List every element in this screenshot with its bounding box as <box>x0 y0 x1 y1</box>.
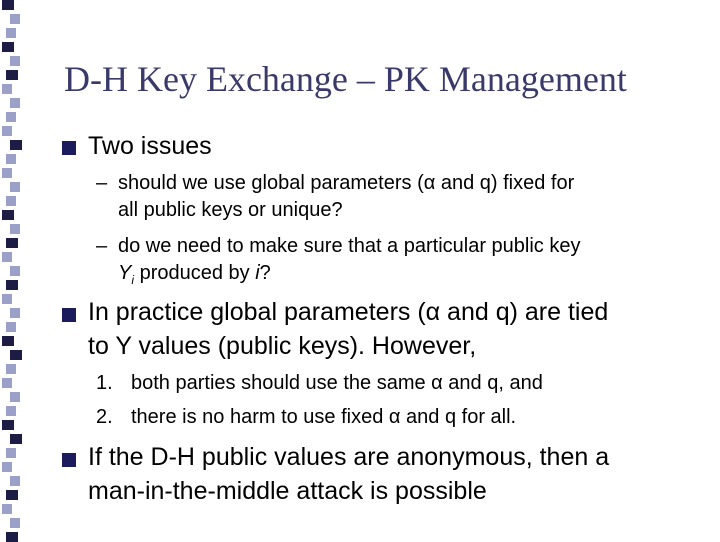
sub-bullet-1-line-2: all public keys or unique? <box>118 199 343 221</box>
numbered-item-1: both parties should use the same α and q, and <box>131 372 543 394</box>
dash-marker: – <box>96 235 108 257</box>
decorative-block <box>2 168 12 178</box>
decorative-block <box>2 84 12 94</box>
decorative-block <box>10 98 20 108</box>
decorative-block <box>6 322 16 332</box>
decorative-block <box>10 350 22 360</box>
bullet-2-line-2: to Y values (public keys). However, <box>88 332 477 360</box>
square-bullet-icon <box>62 141 76 155</box>
decorative-block <box>6 490 18 500</box>
decorative-block <box>6 532 18 542</box>
decorative-block <box>10 182 20 192</box>
decorative-block <box>10 476 20 486</box>
decorative-block <box>6 154 16 164</box>
decorative-block <box>10 56 20 66</box>
bullet-2-line-1: In practice global parameters (α and q) are tied <box>88 298 609 326</box>
decorative-side-strip <box>0 0 28 540</box>
decorative-block <box>2 420 14 430</box>
decorative-block <box>6 238 18 248</box>
decorative-block <box>10 266 20 276</box>
question-mark: ? <box>259 262 271 284</box>
sub-bullet-1-line-1: should we use global parameters (α and q) fixed for <box>118 172 575 194</box>
decorative-block <box>6 70 18 80</box>
decorative-block <box>10 224 20 234</box>
bullet-3-line-2: man-in-the-middle attack is possible <box>88 477 487 505</box>
number-marker: 2. <box>96 406 113 428</box>
decorative-block <box>10 14 20 24</box>
bullet-3-line-1: If the D-H public values are anonymous, then a <box>88 443 610 471</box>
decorative-block <box>2 210 14 220</box>
square-bullet-icon <box>62 308 76 322</box>
slide-title: D-H Key Exchange – PK Management <box>64 59 627 99</box>
decorative-block <box>10 518 20 528</box>
decorative-block <box>10 434 22 444</box>
decorative-block <box>10 140 22 150</box>
public-key-symbol: Y <box>118 262 132 284</box>
square-bullet-icon <box>62 453 76 467</box>
public-key-subscript: i <box>131 273 135 287</box>
sub-bullet-2-line-2 <box>118 260 271 294</box>
decorative-block <box>2 462 12 472</box>
decorative-block <box>6 364 16 374</box>
decorative-block <box>2 504 12 514</box>
produced-by-text: produced by <box>134 262 256 284</box>
party-symbol: i <box>255 262 260 284</box>
number-marker: 1. <box>96 372 113 394</box>
numbered-item-2: there is no harm to use fixed α and q for all. <box>131 406 517 428</box>
decorative-block <box>2 378 12 388</box>
decorative-block <box>10 308 20 318</box>
sub-bullet-2-line-1: do we need to make sure that a particular public key <box>118 235 581 257</box>
bullet-two-issues: Two issues <box>88 132 212 160</box>
decorative-block <box>6 448 16 458</box>
dash-marker: – <box>96 172 108 194</box>
decorative-block <box>6 280 18 290</box>
decorative-block <box>2 252 12 262</box>
decorative-block <box>10 392 20 402</box>
decorative-block <box>2 126 12 136</box>
decorative-block <box>2 42 14 52</box>
decorative-block <box>6 406 16 416</box>
decorative-block <box>6 196 16 206</box>
decorative-block <box>2 336 14 346</box>
decorative-block <box>6 28 16 38</box>
decorative-block <box>2 0 14 10</box>
decorative-block <box>2 294 12 304</box>
decorative-block <box>6 112 16 122</box>
